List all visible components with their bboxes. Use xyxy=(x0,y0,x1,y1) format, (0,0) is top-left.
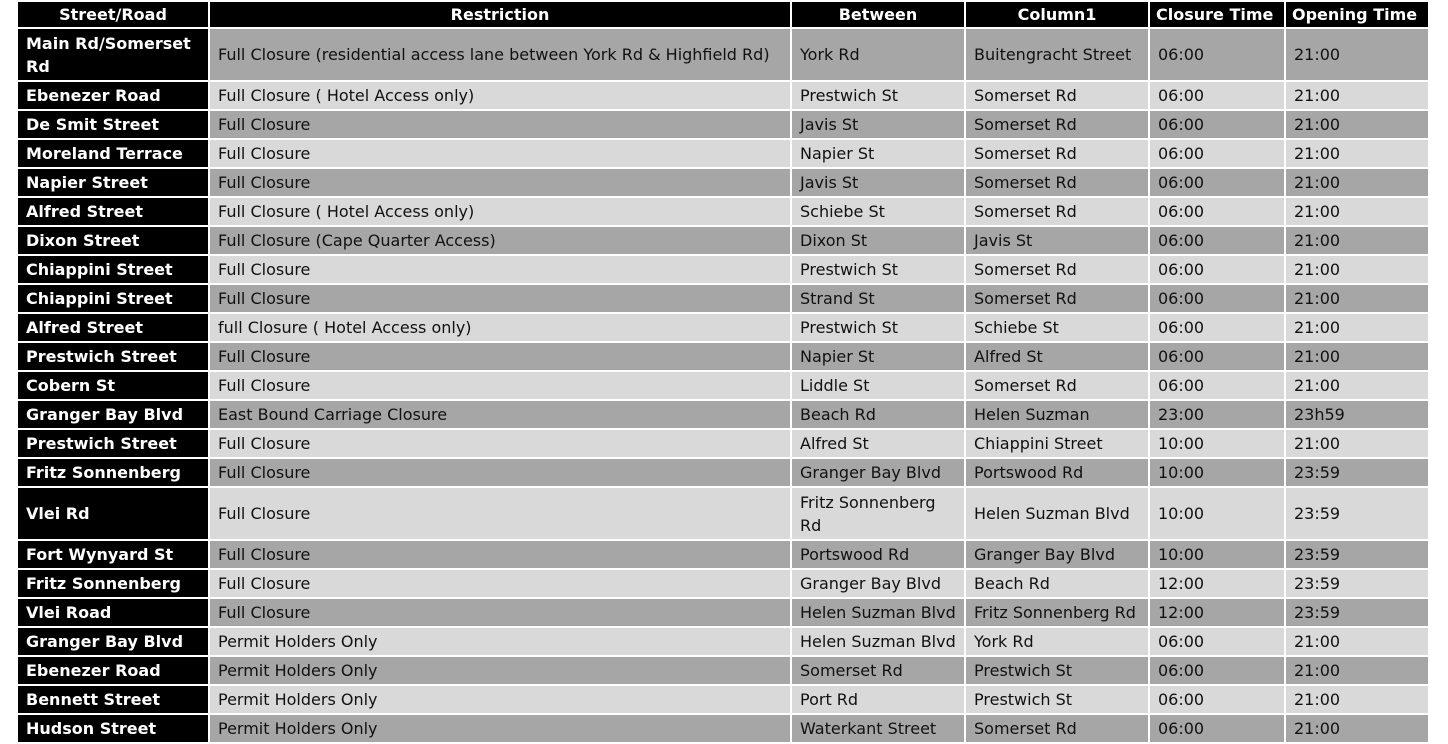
restriction-cell: Full Closure (residential access lane between York Rd & Highfield Rd) xyxy=(210,29,790,82)
street-cell: Alfred Street xyxy=(18,198,208,227)
table-row xyxy=(18,256,1428,285)
restriction-cell: Full Closure xyxy=(210,256,790,285)
table-row xyxy=(18,459,1428,488)
restriction-cell: Full Closure xyxy=(210,140,790,169)
between-cell: Alfred St xyxy=(792,430,964,459)
street-cell: Ebenezer Road xyxy=(18,657,208,686)
column1-cell: Prestwich St xyxy=(966,657,1148,686)
street-cell: Fritz Sonnenberg xyxy=(18,570,208,599)
between-cell: Strand St xyxy=(792,285,964,314)
opening-time-cell: 21:00 xyxy=(1286,430,1428,459)
restriction-cell: Full Closure xyxy=(210,169,790,198)
closure-time-cell: 12:00 xyxy=(1150,570,1284,599)
between-cell: Helen Suzman Blvd xyxy=(792,628,964,657)
closure-time-cell: 12:00 xyxy=(1150,599,1284,628)
closure-time-cell: 06:00 xyxy=(1150,372,1284,401)
street-cell: Chiappini Street xyxy=(18,285,208,314)
closure-time-cell: 06:00 xyxy=(1150,169,1284,198)
opening-time-cell: 21:00 xyxy=(1286,314,1428,343)
column1-cell: Granger Bay Blvd xyxy=(966,541,1148,570)
restriction-cell: Full Closure xyxy=(210,343,790,372)
column1-cell: Somerset Rd xyxy=(966,256,1148,285)
opening-time-cell: 23:59 xyxy=(1286,570,1428,599)
closure-time-cell: 06:00 xyxy=(1150,715,1284,744)
opening-time-cell: 21:00 xyxy=(1286,628,1428,657)
between-cell: Granger Bay Blvd xyxy=(792,570,964,599)
opening-time-cell: 21:00 xyxy=(1286,82,1428,111)
restriction-cell: Full Closure xyxy=(210,430,790,459)
table-row xyxy=(18,82,1428,111)
table-row xyxy=(18,599,1428,628)
between-cell: Beach Rd xyxy=(792,401,964,430)
table-row xyxy=(18,430,1428,459)
table-row xyxy=(18,111,1428,140)
street-cell: Ebenezer Road xyxy=(18,82,208,111)
restriction-cell: Full Closure xyxy=(210,111,790,140)
restriction-cell: Permit Holders Only xyxy=(210,657,790,686)
street-cell: Hudson Street xyxy=(18,715,208,744)
restriction-cell: Full Closure xyxy=(210,459,790,488)
table-row xyxy=(18,29,1428,82)
restriction-cell: full Closure ( Hotel Access only) xyxy=(210,314,790,343)
opening-time-cell: 23:59 xyxy=(1286,599,1428,628)
opening-time-cell: 23:59 xyxy=(1286,488,1428,541)
table-row xyxy=(18,488,1428,541)
column1-cell: Somerset Rd xyxy=(966,111,1148,140)
closure-time-cell: 10:00 xyxy=(1150,488,1284,541)
street-cell: Bennett Street xyxy=(18,686,208,715)
column1-cell: Beach Rd xyxy=(966,570,1148,599)
restriction-cell: Full Closure ( Hotel Access only) xyxy=(210,82,790,111)
opening-time-cell: 21:00 xyxy=(1286,140,1428,169)
closure-time-cell: 10:00 xyxy=(1150,459,1284,488)
restriction-cell: Permit Holders Only xyxy=(210,715,790,744)
opening-time-cell: 23:59 xyxy=(1286,541,1428,570)
restriction-cell: Full Closure xyxy=(210,599,790,628)
street-cell: Prestwich Street xyxy=(18,430,208,459)
closure-time-cell: 06:00 xyxy=(1150,111,1284,140)
column1-cell: Fritz Sonnenberg Rd xyxy=(966,599,1148,628)
restriction-cell: East Bound Carriage Closure xyxy=(210,401,790,430)
table-row xyxy=(18,686,1428,715)
opening-time-cell: 21:00 xyxy=(1286,657,1428,686)
closure-time-cell: 06:00 xyxy=(1150,256,1284,285)
closure-time-cell: 06:00 xyxy=(1150,227,1284,256)
street-cell: Fort Wynyard St xyxy=(18,541,208,570)
table-row xyxy=(18,169,1428,198)
between-cell: Dixon St xyxy=(792,227,964,256)
between-cell: Somerset Rd xyxy=(792,657,964,686)
opening-time-cell: 21:00 xyxy=(1286,686,1428,715)
between-cell: Prestwich St xyxy=(792,256,964,285)
closure-time-cell: 06:00 xyxy=(1150,686,1284,715)
column1-cell: Helen Suzman Blvd xyxy=(966,488,1148,541)
table-row xyxy=(18,227,1428,256)
restriction-cell: Full Closure xyxy=(210,372,790,401)
opening-time-cell: 23:59 xyxy=(1286,459,1428,488)
opening-time-cell: 21:00 xyxy=(1286,256,1428,285)
between-cell: Liddle St xyxy=(792,372,964,401)
street-cell: Cobern St xyxy=(18,372,208,401)
column1-cell: Somerset Rd xyxy=(966,198,1148,227)
street-cell: Moreland Terrace xyxy=(18,140,208,169)
opening-time-cell: 21:00 xyxy=(1286,372,1428,401)
between-cell: Fritz Sonnenberg Rd xyxy=(792,488,964,541)
closure-time-cell: 10:00 xyxy=(1150,541,1284,570)
street-cell: Granger Bay Blvd xyxy=(18,628,208,657)
between-cell: Helen Suzman Blvd xyxy=(792,599,964,628)
street-cell: Granger Bay Blvd xyxy=(18,401,208,430)
between-cell: Napier St xyxy=(792,343,964,372)
restriction-cell: Full Closure xyxy=(210,541,790,570)
column1-cell: Somerset Rd xyxy=(966,169,1148,198)
opening-time-cell: 21:00 xyxy=(1286,343,1428,372)
table-row xyxy=(18,541,1428,570)
opening-time-cell: 21:00 xyxy=(1286,198,1428,227)
table-row xyxy=(18,140,1428,169)
between-cell: Prestwich St xyxy=(792,82,964,111)
restriction-cell: Full Closure ( Hotel Access only) xyxy=(210,198,790,227)
between-cell: York Rd xyxy=(792,29,964,82)
between-cell: Javis St xyxy=(792,169,964,198)
column1-cell: Somerset Rd xyxy=(966,372,1148,401)
street-cell: Dixon Street xyxy=(18,227,208,256)
header-opening-time: Opening Time xyxy=(1286,2,1428,29)
closure-time-cell: 06:00 xyxy=(1150,82,1284,111)
column1-cell: Prestwich St xyxy=(966,686,1148,715)
between-cell: Portswood Rd xyxy=(792,541,964,570)
road-closure-table xyxy=(16,2,1430,744)
header-closure-time: Closure Time xyxy=(1150,2,1284,29)
closure-time-cell: 10:00 xyxy=(1150,430,1284,459)
closure-time-cell: 06:00 xyxy=(1150,657,1284,686)
column1-cell: York Rd xyxy=(966,628,1148,657)
between-cell: Schiebe St xyxy=(792,198,964,227)
closure-time-cell: 06:00 xyxy=(1150,628,1284,657)
restriction-cell: Permit Holders Only xyxy=(210,686,790,715)
closure-time-cell: 06:00 xyxy=(1150,314,1284,343)
opening-time-cell: 21:00 xyxy=(1286,227,1428,256)
between-cell: Napier St xyxy=(792,140,964,169)
closure-time-cell: 06:00 xyxy=(1150,285,1284,314)
street-cell: Vlei Road xyxy=(18,599,208,628)
restriction-cell: Full Closure xyxy=(210,488,790,541)
table-row xyxy=(18,657,1428,686)
header-restriction: Restriction xyxy=(210,2,790,29)
between-cell: Prestwich St xyxy=(792,314,964,343)
restriction-cell: Full Closure xyxy=(210,570,790,599)
street-cell: Vlei Rd xyxy=(18,488,208,541)
column1-cell: Somerset Rd xyxy=(966,82,1148,111)
between-cell: Granger Bay Blvd xyxy=(792,459,964,488)
table-row xyxy=(18,715,1428,744)
closure-time-cell: 06:00 xyxy=(1150,140,1284,169)
table-row xyxy=(18,570,1428,599)
column1-cell: Chiappini Street xyxy=(966,430,1148,459)
opening-time-cell: 21:00 xyxy=(1286,29,1428,82)
closure-time-cell: 06:00 xyxy=(1150,29,1284,82)
opening-time-cell: 21:00 xyxy=(1286,285,1428,314)
opening-time-cell: 21:00 xyxy=(1286,111,1428,140)
restriction-cell: Full Closure (Cape Quarter Access) xyxy=(210,227,790,256)
column1-cell: Somerset Rd xyxy=(966,285,1148,314)
between-cell: Port Rd xyxy=(792,686,964,715)
column1-cell: Alfred St xyxy=(966,343,1148,372)
opening-time-cell: 21:00 xyxy=(1286,715,1428,744)
street-cell: De Smit Street xyxy=(18,111,208,140)
between-cell: Javis St xyxy=(792,111,964,140)
column1-cell: Buitengracht Street xyxy=(966,29,1148,82)
street-cell: Fritz Sonnenberg xyxy=(18,459,208,488)
street-cell: Prestwich Street xyxy=(18,343,208,372)
closure-time-cell: 06:00 xyxy=(1150,343,1284,372)
closure-time-cell: 06:00 xyxy=(1150,198,1284,227)
column1-cell: Schiebe St xyxy=(966,314,1148,343)
between-cell: Waterkant Street xyxy=(792,715,964,744)
table-row xyxy=(18,628,1428,657)
header-row xyxy=(18,2,1428,29)
opening-time-cell: 23h59 xyxy=(1286,401,1428,430)
street-cell: Chiappini Street xyxy=(18,256,208,285)
restriction-cell: Full Closure xyxy=(210,285,790,314)
column1-cell: Portswood Rd xyxy=(966,459,1148,488)
table-row xyxy=(18,285,1428,314)
header-between: Between xyxy=(792,2,964,29)
table-row xyxy=(18,372,1428,401)
closure-time-cell: 23:00 xyxy=(1150,401,1284,430)
table-row xyxy=(18,343,1428,372)
street-cell: Alfred Street xyxy=(18,314,208,343)
column1-cell: Somerset Rd xyxy=(966,140,1148,169)
header-column1: Column1 xyxy=(966,2,1148,29)
table-row xyxy=(18,198,1428,227)
column1-cell: Somerset Rd xyxy=(966,715,1148,744)
opening-time-cell: 21:00 xyxy=(1286,169,1428,198)
header-street: Street/Road xyxy=(18,2,208,29)
street-cell: Main Rd/Somerset Rd xyxy=(18,29,208,82)
table-row xyxy=(18,401,1428,430)
column1-cell: Helen Suzman xyxy=(966,401,1148,430)
restriction-cell: Permit Holders Only xyxy=(210,628,790,657)
column1-cell: Javis St xyxy=(966,227,1148,256)
street-cell: Napier Street xyxy=(18,169,208,198)
table-row xyxy=(18,314,1428,343)
